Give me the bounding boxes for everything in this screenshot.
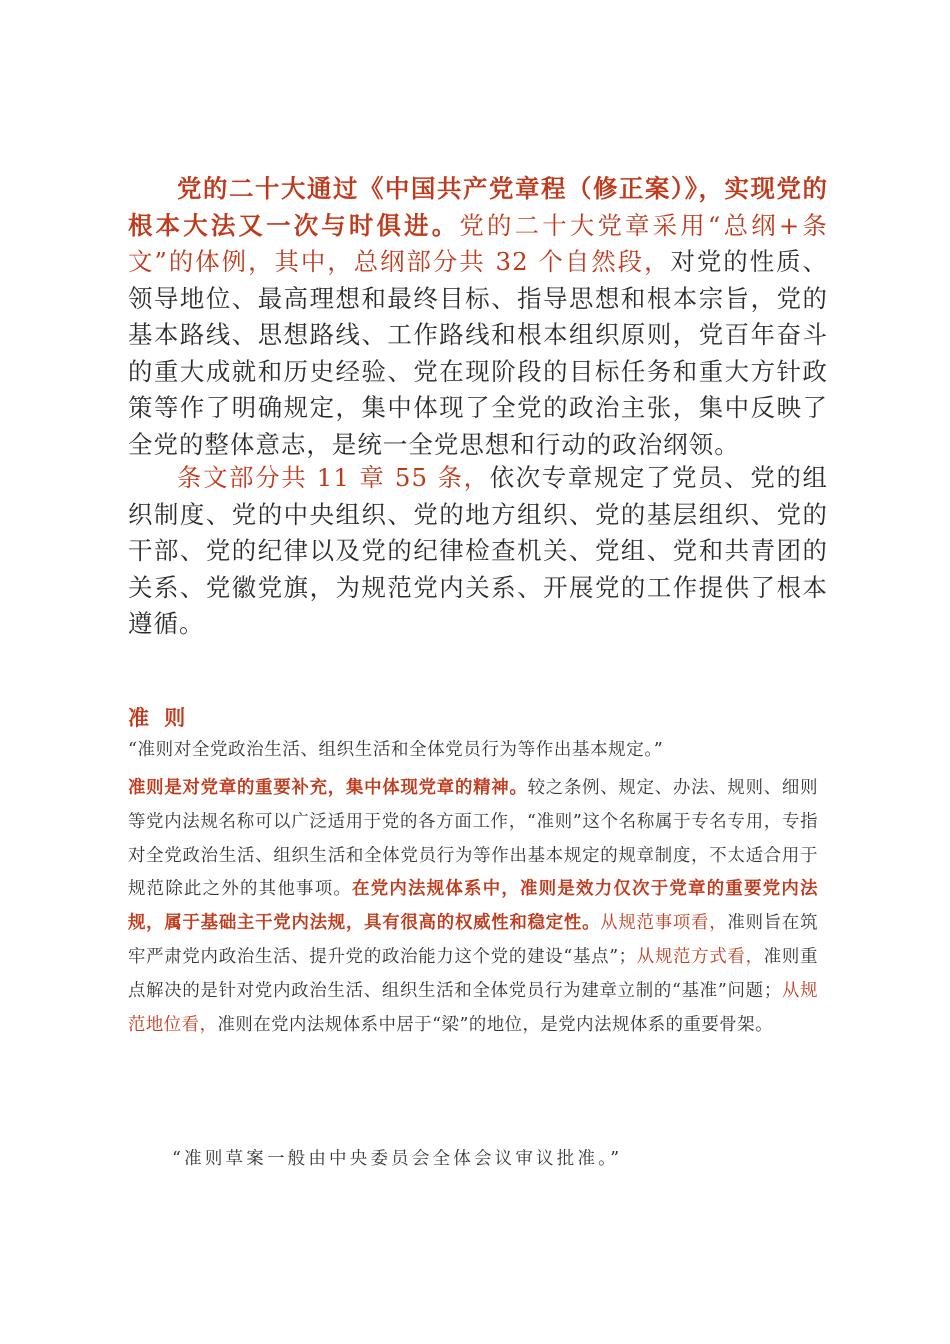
para1-lead-bold: 党的二十大通过《中国共产党章程（修正案）》，实现党的根本大法又一次与时俱进。 — [128, 174, 828, 240]
para1-body-text: 对党的性质、领导地位、最高理想和最终目标、指导思想和根本宗旨，党的基本路线、思想路线、工作路线和根本组织原则，党百年奋斗的重大成就和历史经验、党在现阶段的目标任务和重大方针政策等作了明确规定，集中体现了全党的政治主张，集中反映了全党的整体意志，是统一全党思想和行动的政治纲领。 — [128, 247, 828, 459]
para3-red-1: 从规范事项看， — [600, 913, 728, 934]
para3-plain-1: 较之条例、规定、办法、规则、细则等党内法规名称可以广泛适用于党的各方面工作，“准则”这个名称属于专名专用，专指对全党政治生活、组织生活和全体党员行为等作出基本规定的规章制度，不太适合用于规范除此之外的其他事项。 — [128, 778, 818, 900]
para3-plain-3: 准则重点解决的是针对党内政治生活、组织生活和全体党员行为建章立制的“基准”问题； — [128, 946, 818, 1001]
para3-red-3: 从规范地位看， — [128, 980, 818, 1035]
para3-bold-1: 准则是对党章的重要补充，集中体现党章的精神。 — [128, 778, 528, 798]
para1-red-text: 党的二十大党章采用“总纲+条文”的体例，其中，总纲部分共 32 个自然段， — [128, 210, 829, 276]
section-title-guidelines: 准 则 — [128, 706, 190, 730]
para3-plain-4: 准则在党内法规体系中居于“梁”的地位，是党内法规体系的重要骨架。 — [217, 1014, 773, 1035]
para3-red-2: 从规范方式看， — [636, 946, 764, 967]
para3-bold-2: 在党内法规体系中，准则是效力仅次于党章的重要党内法规，属于基础主干党内法规，具有很高的权威性和稳定性。 — [128, 879, 818, 934]
quote-draft-approval: “准则草案一般由中央委员会全体会议审议批准。” — [172, 1149, 623, 1169]
para2-red-text: 条文部分共 11 章 55 条， — [177, 463, 490, 492]
para3-plain-2: 准则旨在筑牢严肃党内政治生活、提升党的政治能力这个党的建设“基点”； — [128, 913, 818, 967]
paragraph-articles — [128, 460, 828, 643]
quote-guidelines-definition: “准则对全党政治生活、组织生活和全体党员行为等作出基本规定。” — [128, 740, 664, 760]
paragraph-guidelines-explanation — [128, 772, 818, 1042]
para2-body-text: 依次专章规定了党员、党的组织制度、党的中央组织、党的地方组织、党的基层组织、党的干部、党的纪律以及党的纪律检查机关、党组、党和共青团的关系、党徽党旗，为规范党内关系、开展党的工作提供了根本遵循。 — [128, 463, 828, 638]
paragraph-party-constitution — [128, 171, 828, 463]
